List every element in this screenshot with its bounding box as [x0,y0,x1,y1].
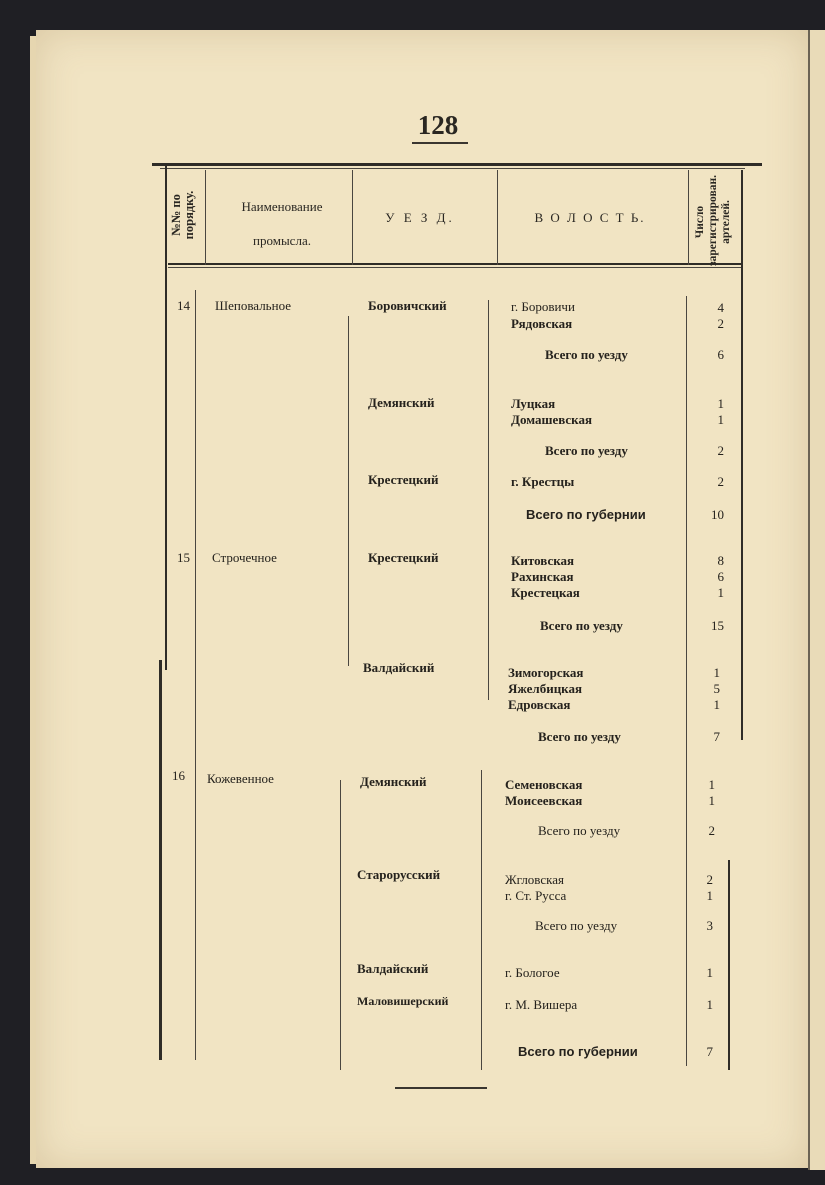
row-volost: Зимогорская [508,665,584,680]
uezd-total-count: 2 [717,443,724,458]
row-volost: Едровская [508,697,571,712]
row-count: 2 [717,474,724,489]
table-right-border-lower [728,860,730,1070]
row-uezd: Маловишерский [357,994,449,1008]
row-count: 1 [706,965,713,980]
row-volost: г. Бологое [505,965,560,980]
row-volost: г. Крестцы [511,474,575,489]
uezd-total-label: Всего по уезду [535,918,618,933]
row-uezd: Старорусский [357,867,441,882]
row-volost: Моисеевская [505,793,583,808]
row-volost: Рядовская [511,316,573,331]
row-uezd: Валдайский [363,660,435,675]
uezd-total-count: 7 [713,729,720,744]
col-divider-volost-body [686,296,687,1066]
col-divider-craft-body-2 [340,780,341,1070]
row-count: 6 [717,569,724,584]
table-right-border [741,170,743,740]
row-no: 16 [172,768,185,783]
row-uezd: Боровичский [368,298,447,313]
row-craft: Кожевенное [207,771,274,786]
uezd-total-count: 6 [717,347,724,362]
end-rule [395,1087,487,1089]
row-count: 5 [713,681,720,696]
row-uezd: Демянский [368,395,435,410]
row-count: 1 [708,777,715,792]
header-no: №№ по порядку. [169,190,196,240]
row-count: 1 [708,793,715,808]
row-volost: г. Боровичи [511,299,575,314]
uezd-total-count: 15 [711,618,724,633]
uezd-total-label: Всего по уезду [545,347,628,362]
uezd-total-count: 3 [706,918,713,933]
header-craft: Наименование промысла. [241,199,323,248]
row-volost: Семеновская [505,777,583,792]
header-volost: В О Л О С Т Ь. [534,210,646,225]
table-top-rule-2 [160,168,745,169]
col-divider-uezd-body [488,300,489,700]
row-volost: Яжелбицкая [508,681,583,696]
guberniya-total-count: 10 [711,507,724,522]
row-count: 1 [717,396,724,411]
uezd-total-label: Всего по уезду [538,729,621,744]
row-volost: Китовская [511,553,575,568]
row-uezd: Валдайский [357,961,429,976]
guberniya-total-label: Всего по губернии [518,1044,638,1059]
table-top-rule [152,163,762,166]
header-bottom-rule [168,263,742,265]
header-count: Число зарегистрирован. артелей. [694,175,732,266]
row-volost: Луцкая [511,396,556,411]
row-count: 1 [713,665,720,680]
row-volost: Домашевская [511,412,592,427]
table-left-border [165,166,167,670]
row-count: 1 [717,585,724,600]
row-uezd: Крестецкий [368,550,439,565]
row-count: 8 [717,553,724,568]
row-count: 2 [717,316,724,331]
row-volost: г. Ст. Русса [505,888,567,903]
row-count: 1 [706,888,713,903]
col-divider-volost [688,170,689,265]
table-left-border-lower [159,660,162,1060]
uezd-total-label: Всего по уезду [540,618,623,633]
row-count: 1 [717,412,724,427]
col-divider-no-body [195,290,196,1060]
col-divider-uezd-body-2 [481,770,482,1070]
row-no: 14 [177,298,190,313]
guberniya-total-count: 7 [706,1044,713,1059]
page-number-underline [412,142,468,144]
row-uezd: Крестецкий [368,472,439,487]
col-divider-craft [352,170,353,265]
row-count: 1 [713,697,720,712]
uezd-total-label: Всего по уезду [545,443,628,458]
row-count: 1 [706,997,713,1012]
row-volost: Рахинская [511,569,574,584]
row-no: 15 [177,550,190,565]
adjacent-page-edge [808,30,825,1170]
row-craft: Шеповальное [215,298,291,313]
uezd-total-count: 2 [708,823,715,838]
col-divider-no [205,170,206,265]
page-number: 128 [417,110,459,140]
row-volost: г. М. Вишера [505,997,578,1012]
row-craft: Строчечное [212,550,277,565]
row-count: 2 [706,872,713,887]
col-divider-craft-body [348,316,349,666]
row-volost: Жгловская [505,872,565,887]
row-volost: Крестецкая [511,585,580,600]
guberniya-total-label: Всего по губернии [526,507,646,522]
col-divider-uezd [497,170,498,265]
row-count: 4 [717,300,724,315]
uezd-total-label: Всего по уезду [538,823,621,838]
header-bottom-rule-2 [168,267,742,268]
row-uezd: Демянский [360,774,427,789]
header-uezd: У Е З Д. [385,210,455,225]
